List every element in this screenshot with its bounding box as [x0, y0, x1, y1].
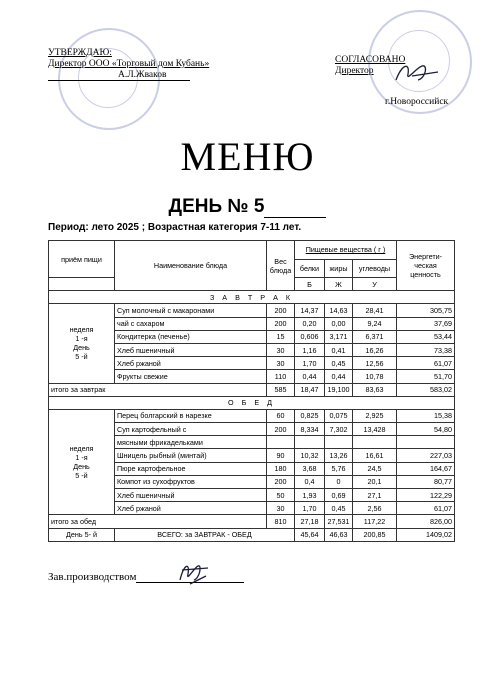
dish-fats: 3,171: [325, 330, 353, 343]
dish-carbs: 13,428: [353, 423, 397, 436]
dish-weight: 30: [267, 357, 295, 370]
dish-energy: 164,67: [397, 462, 455, 475]
breakfast-week-day-label: [49, 304, 115, 383]
label-line: 1 -я: [75, 334, 88, 344]
total-value: 27,531: [325, 515, 353, 528]
dish-name: Хлеб ржаной: [115, 357, 267, 370]
dish-energy: 61,07: [397, 357, 455, 370]
dish-fats: 0,45: [325, 357, 353, 370]
dish-proteins: 0,20: [295, 317, 325, 330]
total-value: 583,02: [397, 383, 455, 396]
dish-carbs: 16,26: [353, 343, 397, 356]
label-line: неделя: [69, 325, 94, 335]
dish-energy: 54,80: [397, 423, 455, 436]
agree-title: СОГЛАСОВАНО: [335, 55, 406, 65]
dish-weight: 30: [267, 343, 295, 356]
dish-name: Шницель рыбный (минтай): [115, 449, 267, 462]
lunch-week-day-label: [49, 409, 115, 515]
breakfast-total-row: [49, 383, 455, 396]
total-label: итого за обед: [49, 515, 267, 528]
dish-name: Перец болгарский в нарезке: [115, 409, 267, 422]
label-line: 5 -й: [75, 471, 88, 481]
dish-carbs: 16,61: [353, 449, 397, 462]
dish-proteins: 1,93: [295, 489, 325, 502]
dish-proteins: 0,4: [295, 475, 325, 488]
dish-energy: 227,03: [397, 449, 455, 462]
dish-fats: 7,302: [325, 423, 353, 436]
dish-proteins: 0,825: [295, 409, 325, 422]
col-b: Б: [295, 278, 325, 291]
period-line: Период: лето 2025 ; Возрастная категория 7-11 лет.: [48, 222, 302, 233]
total-label: итого за завтрак: [49, 383, 267, 396]
total-value: 117,22: [353, 515, 397, 528]
grand-total-day: День 5- й: [49, 528, 115, 541]
dish-carbs: 6,371: [353, 330, 397, 343]
dish-carbs: 9,24: [353, 317, 397, 330]
col-energy: Энергети-ческая ценность: [397, 241, 455, 291]
dish-fats: 13,26: [325, 449, 353, 462]
dish-proteins: 8,334: [295, 423, 325, 436]
dish-weight: 200: [267, 317, 295, 330]
dish-name: чай с сахаром: [115, 317, 267, 330]
dish-energy: 53,44: [397, 330, 455, 343]
label-line: 1 -я: [75, 453, 88, 463]
dish-fats: 5,76: [325, 462, 353, 475]
dish-carbs: 12,56: [353, 357, 397, 370]
dish-fats: 0,075: [325, 409, 353, 422]
col-fats: жиры: [325, 259, 353, 278]
col-meal: приём пищи: [49, 241, 115, 278]
col-proteins: белки: [295, 259, 325, 278]
dish-carbs: [353, 436, 397, 449]
dish-fats: 0,41: [325, 343, 353, 356]
dish-weight: 15: [267, 330, 295, 343]
dish-fats: 0,69: [325, 489, 353, 502]
dish-energy: [397, 436, 455, 449]
total-value: 19,100: [325, 383, 353, 396]
dish-proteins: 0,606: [295, 330, 325, 343]
dish-energy: 305,75: [397, 304, 455, 317]
approve-title: УТВЕРЖДАЮ:: [48, 48, 112, 58]
label-line: День: [73, 343, 90, 353]
dish-weight: 180: [267, 462, 295, 475]
dish-weight: 200: [267, 475, 295, 488]
approve-name: А.Л.Жваков: [118, 70, 167, 80]
col-meal-blank: [49, 278, 115, 291]
dish-name: Хлеб пшеничный: [115, 489, 267, 502]
dish-name: Фрукты свежие: [115, 370, 267, 383]
dish-name: Пюре картофельное: [115, 462, 267, 475]
dish-fats: [325, 436, 353, 449]
dish-weight: [267, 436, 295, 449]
menu-table-body: [49, 291, 455, 542]
chef-signature-icon: [176, 558, 212, 586]
page-title: МЕНЮ: [180, 134, 315, 179]
total-value: 826,00: [397, 515, 455, 528]
dish-energy: 80,77: [397, 475, 455, 488]
dish-name: Суп молочный с макаронами: [115, 304, 267, 317]
grand-total-label: ВСЕГО: за ЗАВТРАК - ОБЕД: [115, 528, 295, 541]
dish-fats: 0: [325, 475, 353, 488]
dish-proteins: 1,16: [295, 343, 325, 356]
dish-proteins: 1,70: [295, 502, 325, 515]
breakfast-section-row: [49, 291, 455, 304]
dish-energy: 37,69: [397, 317, 455, 330]
dish-energy: 122,29: [397, 489, 455, 502]
chef-label: Зав.производством: [48, 571, 137, 583]
total-value: 810: [267, 515, 295, 528]
grand-total-value: 200,85: [353, 528, 397, 541]
menu-table: [48, 240, 455, 542]
dish-carbs: 2,925: [353, 409, 397, 422]
dish-weight: 200: [267, 304, 295, 317]
dish-energy: 61,07: [397, 502, 455, 515]
dish-carbs: 2,56: [353, 502, 397, 515]
approve-position: Директор ООО «Торговый дом Кубань»: [48, 59, 210, 69]
total-value: 27,18: [295, 515, 325, 528]
dish-fats: 0,45: [325, 502, 353, 515]
table-row: [49, 409, 455, 422]
dish-fats: 14,63: [325, 304, 353, 317]
dish-name: Хлеб пшеничный: [115, 343, 267, 356]
grand-total-value: 1409,02: [397, 528, 455, 541]
dish-proteins: 0,44: [295, 370, 325, 383]
chef-signature-block: [48, 570, 244, 583]
dish-weight: 90: [267, 449, 295, 462]
col-carbs: углеводы: [353, 259, 397, 278]
lunch-section-title: О Б Е Д: [49, 396, 455, 409]
grand-total-value: 46,63: [325, 528, 353, 541]
label-line: День: [73, 462, 90, 472]
day-number: ДЕНЬ № 5: [0, 196, 495, 218]
dish-carbs: 27,1: [353, 489, 397, 502]
dish-carbs: 20,1: [353, 475, 397, 488]
dish-fats: 0,00: [325, 317, 353, 330]
dish-name: Суп картофельный с: [115, 423, 267, 436]
dish-weight: 60: [267, 409, 295, 422]
total-value: 585: [267, 383, 295, 396]
dish-proteins: 1,70: [295, 357, 325, 370]
dish-proteins: 14,37: [295, 304, 325, 317]
col-u: У: [353, 278, 397, 291]
col-nutrients: Пищевые вещества ( г ): [295, 241, 397, 260]
agree-city: г.Новороссийск: [385, 97, 449, 107]
grand-total-value: 45,64: [295, 528, 325, 541]
lunch-total-row: [49, 515, 455, 528]
dish-name: Кондитерка (печенье): [115, 330, 267, 343]
table-row: [49, 304, 455, 317]
col-dish: Наименование блюда: [115, 241, 267, 291]
dish-proteins: [295, 436, 325, 449]
director-signature-icon: [392, 60, 442, 86]
dish-name: мясными фрикадельками: [115, 436, 267, 449]
grand-total-row: [49, 528, 455, 541]
lunch-section-row: [49, 396, 455, 409]
approve-block: [48, 48, 209, 81]
total-value: 18,47: [295, 383, 325, 396]
total-value: 83,63: [353, 383, 397, 396]
dish-weight: 30: [267, 502, 295, 515]
dish-energy: 15,38: [397, 409, 455, 422]
dish-carbs: 28,41: [353, 304, 397, 317]
dish-fats: 0,44: [325, 370, 353, 383]
dish-proteins: 3,68: [295, 462, 325, 475]
breakfast-section-title: З А В Т Р А К: [49, 291, 455, 304]
dish-carbs: 10,78: [353, 370, 397, 383]
dish-name: Компот из сухофруктов: [115, 475, 267, 488]
dish-energy: 73,38: [397, 343, 455, 356]
dish-name: Хлеб ржаной: [115, 502, 267, 515]
col-weight: Вес блюда: [267, 241, 295, 291]
dish-weight: 110: [267, 370, 295, 383]
dish-proteins: 10,32: [295, 449, 325, 462]
label-line: 5 -й: [75, 352, 88, 362]
dish-weight: 50: [267, 489, 295, 502]
dish-carbs: 24,5: [353, 462, 397, 475]
agree-position: Директор: [335, 66, 374, 76]
label-line: неделя: [69, 444, 94, 454]
col-zh: Ж: [325, 278, 353, 291]
dish-energy: 51,70: [397, 370, 455, 383]
dish-weight: 200: [267, 423, 295, 436]
